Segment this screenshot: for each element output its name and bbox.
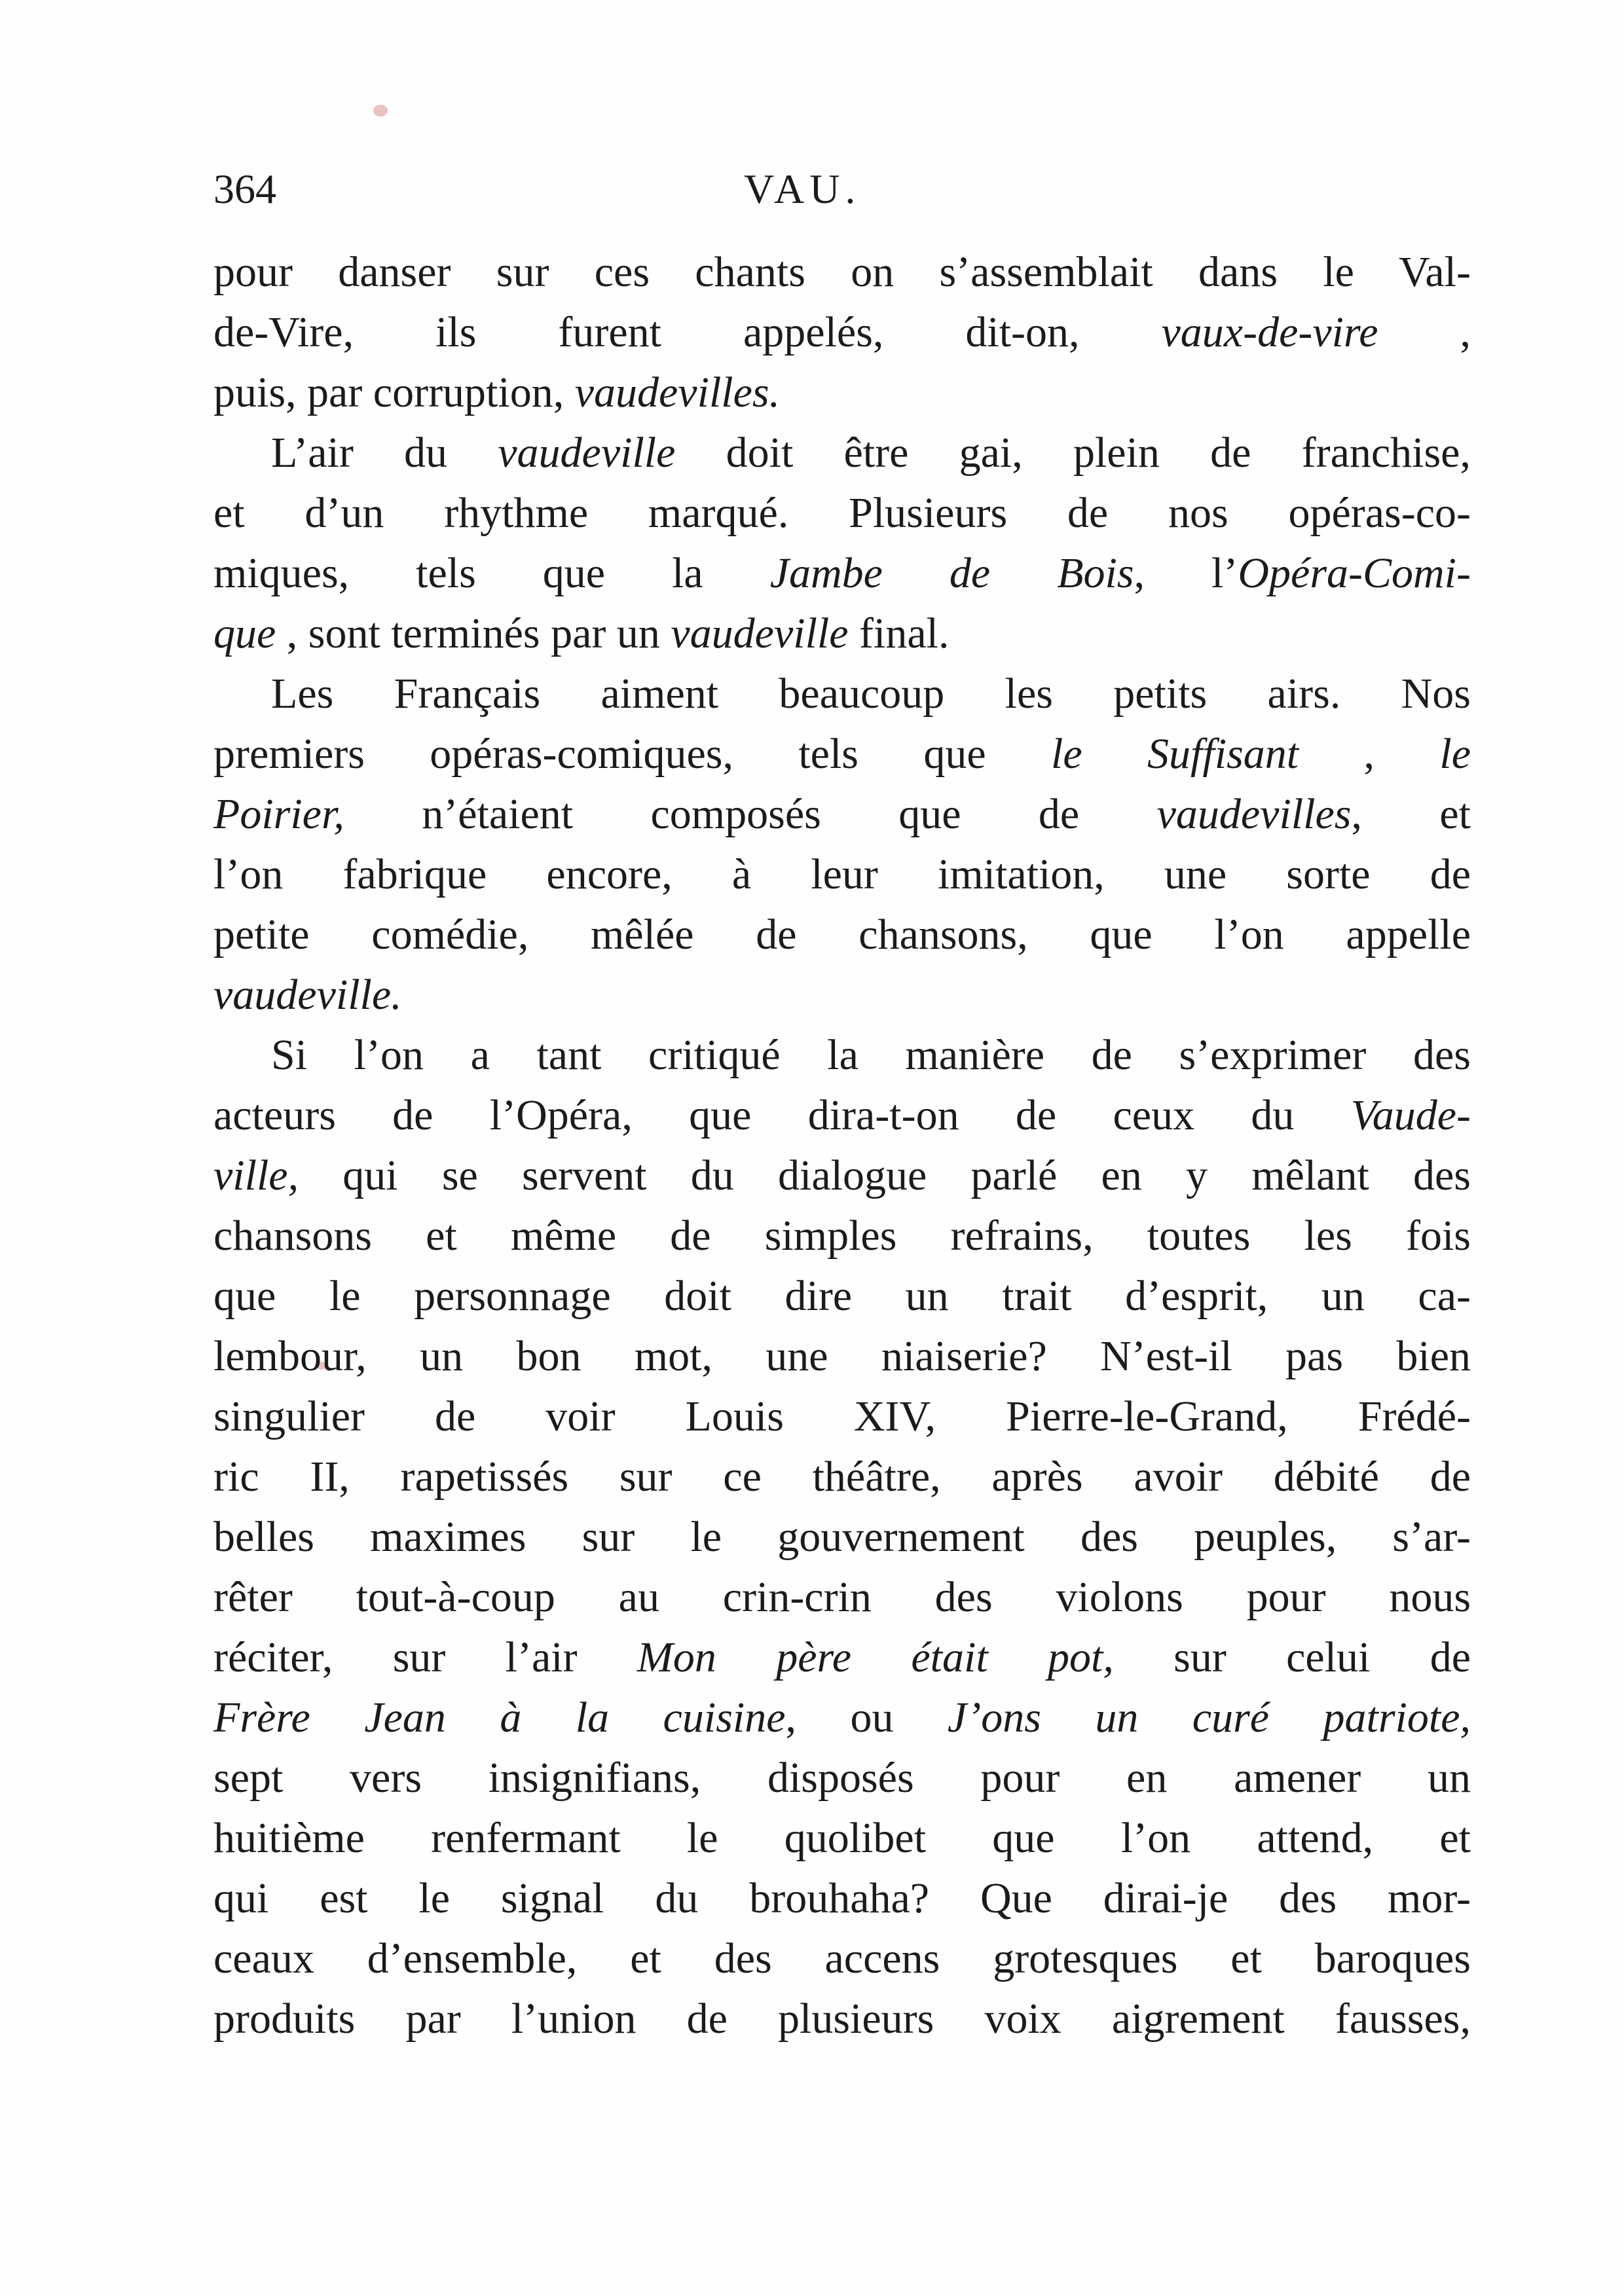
text-run: , sont terminés par un [276,610,671,657]
italic-text: vaudeville. [213,971,402,1019]
text-line [213,423,1471,483]
text-run: n’étaient composés que de [344,790,1157,838]
running-head: VAU. [744,166,861,212]
text-run: que le personnage doit dire un trait d’esprit, un ca- [213,1272,1471,1320]
text-line [213,1025,1471,1085]
text-run: , l’ [1134,549,1238,597]
italic-text: Frère Jean à la cuisine [213,1694,786,1741]
text-run: sept vers insignifians, disposés pour en amener un [213,1754,1471,1802]
text-run: qui se servent du dialogue parlé en y mêlant des [299,1152,1471,1199]
text-run: , [1378,308,1471,356]
italic-text: Opéra-Comi- [1238,549,1471,597]
italic-text: Poirier, [213,790,344,838]
text-line [213,1688,1471,1748]
italic-text: J’ons un curé patriote, [947,1694,1471,1741]
italic-text: Jambe de Bois [769,549,1134,597]
text-run: et d’un rhythme marqué. Plusieurs de nos opéras-co- [213,489,1471,537]
text-line [213,784,1471,845]
text-line [213,1146,1471,1206]
text-run: produits par l’union de plusieurs voix aigrement fausses, [213,1995,1471,2043]
body-text [213,242,1471,2049]
text-run: de-Vire, ils furent appelés, dit-on, [213,308,1162,356]
text-line [213,1808,1471,1868]
text-line [213,1628,1471,1688]
italic-text: le Suffisant [1051,730,1299,778]
italic-text: Vaude- [1350,1091,1471,1139]
text-line [213,1748,1471,1808]
text-line [213,1929,1471,1989]
text-run: , ou [785,1694,948,1741]
text-run: final. [848,610,950,657]
text-line [213,483,1471,543]
page-number: 364 [213,166,276,212]
italic-text: vaudevilles [1156,790,1352,838]
text-run: huitième renfermant le quolibet que l’on attend, et [213,1814,1471,1862]
text-run: rêter tout-à-coup au crin-crin des violons pour nous [213,1573,1471,1621]
italic-text: Mon père était pot, [637,1633,1114,1681]
text-run: petite comédie, mêlée de chansons, que l’on appelle [213,911,1471,958]
italic-text: le [1439,730,1471,778]
text-line [213,845,1471,905]
text-run: ceaux d’ensemble, et des accens grotesques et baroques [213,1935,1471,1982]
text-line [213,1387,1471,1447]
text-run: , [1299,730,1440,778]
text-run: ric II, rapetissés sur ce théâtre, après avoir débité de [213,1453,1471,1501]
text-run: premiers opéras-comiques, tels que [213,730,1052,778]
text-run: réciter, sur l’air [213,1633,637,1681]
text-line [213,604,1471,664]
text-line [213,664,1471,724]
text-line [213,543,1471,604]
text-run: Si l’on a tant critiqué la manière de s’exprimer des [271,1031,1471,1079]
text-line [213,1868,1471,1929]
text-run: qui est le signal du brouhaha? Que dirai-je des mor- [213,1874,1471,1922]
italic-text: vaux-de-vire [1161,308,1378,356]
text-line [213,724,1471,784]
italic-text: vaudevilles. [574,369,781,416]
ink-stain [373,105,388,117]
text-line [213,1507,1471,1567]
text-run: Les Français aiment beaucoup les petits airs. Nos [271,670,1471,718]
text-run: pour danser sur ces chants on s’assemblait dans le Val- [213,248,1471,296]
text-run: puis, par corruption, [213,369,575,416]
italic-text: vaudeville [498,429,676,477]
text-run: , et [1351,790,1471,838]
italic-text: vaudeville [671,610,849,657]
text-line [213,302,1471,363]
text-run: sur celui de [1113,1633,1471,1681]
text-line [213,965,1471,1025]
text-run: miques, tels que la [213,549,770,597]
text-line [213,905,1471,965]
text-line [213,1989,1471,2049]
page-header [213,165,1471,224]
text-run: belles maximes sur le gouvernement des peuples, s’ar- [213,1513,1471,1561]
text-line [213,1567,1471,1628]
text-run: L’air du [271,429,498,477]
text-run: lembour, un bon mot, une niaiserie? N’est-il pas bien [213,1332,1471,1380]
text-line [213,1447,1471,1507]
text-line [213,1085,1471,1146]
text-line [213,1326,1471,1387]
italic-text: que [213,610,276,657]
italic-text: ville, [213,1152,299,1199]
text-run: l’on fabrique encore, à leur imitation, une sorte de [213,850,1471,898]
text-run: doit être gai, plein de franchise, [675,429,1471,477]
text-line [213,363,1471,423]
text-line [213,1206,1471,1266]
text-line [213,1266,1471,1326]
text-line [213,242,1471,302]
text-run: singulier de voir Louis XIV, Pierre-le-Grand, Frédé- [213,1393,1471,1440]
text-run: chansons et même de simples refrains, toutes les fois [213,1212,1471,1260]
text-run: acteurs de l’Opéra, que dira-t-on de ceux du [213,1091,1351,1139]
